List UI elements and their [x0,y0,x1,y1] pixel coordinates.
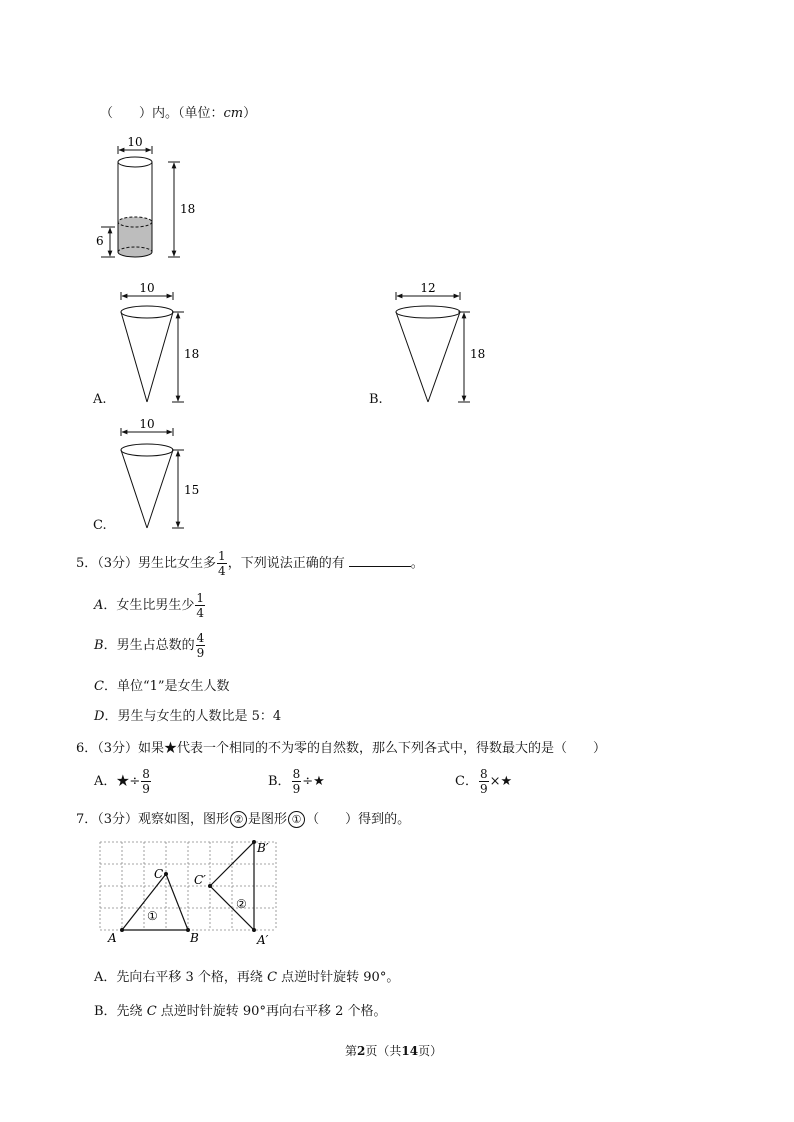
q5-fraction: $\frac{1}{4}$ [218,549,226,578]
shape-1-ref: ① [288,811,305,828]
q6-option-a[interactable]: A．★÷ $\frac{8}{9}$ [94,767,150,796]
cone-c-label: C. [93,518,107,533]
q6-option-c[interactable]: C． $\frac{8}{9}$ ×★ [455,767,513,796]
q5-option-b[interactable]: B．男生占总数的 $\frac{4}{9}$ [94,631,205,660]
cone-a-label: A. [93,392,107,407]
shape-2-label: ② [236,897,247,911]
unit: cm [223,106,244,121]
cone-b-label: B. [369,392,383,407]
cone-b-figure [388,282,493,407]
q6-option-b[interactable]: B． $\frac{8}{9}$ ÷★ [268,767,325,796]
cylinder-height: 18 [180,202,196,216]
shape-2-ref: ② [230,811,247,828]
cone-a-figure [110,282,210,407]
q7-option-b[interactable]: B．先绕 C 点逆时针旋转 90°再向右平移 2 个格。 [94,1004,387,1019]
cone-c-figure [110,418,210,533]
q7-stem: 7．（3分）观察如图，图形 ② 是图形 ① （ ）得到的。 [76,812,411,827]
cone-c-diameter: 10 [139,418,155,431]
cone-b-diameter: 12 [420,282,436,295]
total-pages: 14 [401,1044,419,1058]
cylinder-diameter: 10 [127,135,143,149]
page-footer: 第2页（共14页） [345,1044,443,1058]
q5-option-d[interactable]: D．男生与女生的人数比是 5：4 [94,709,282,724]
q6-stem: 6．（3分）如果★代表一个相同的不为零的自然数，那么下列各式中，得数最大的是（ ） [76,741,607,756]
q7-option-a[interactable]: A．先向右平移 3 个格，再绕 C 点逆时针旋转 90°。 [94,970,400,985]
cone-b-height: 18 [470,347,486,361]
cylinder-figure [88,132,208,262]
q7-grid-figure [92,836,282,952]
shape-1-label: ① [147,909,158,923]
page-number: 2 [357,1044,366,1058]
q5-stem: 5．（3分）男生比女生多 $\frac{1}{4}$ ，下列说法正确的有 。 [76,549,424,578]
cone-a-diameter: 10 [139,282,155,295]
water-height: 6 [96,234,104,248]
point-c: C [154,867,164,881]
answer-paren: （ ） [100,106,153,121]
cone-c-height: 15 [184,483,200,497]
q5-option-a[interactable]: A．女生比男生少 $\frac{1}{4}$ [94,591,205,620]
point-a: A [108,931,117,945]
q5-option-c[interactable]: C．单位“1”是女生人数 [94,679,230,694]
intro-line: （ ）内。（单位：cm） [100,106,257,121]
point-c-prime: C′ [194,873,206,887]
cone-a-height: 18 [184,347,200,361]
answer-blank[interactable] [349,554,411,567]
point-a-prime: A′ [257,933,269,947]
point-b-prime: B′ [257,841,269,855]
point-b: B [190,931,199,945]
